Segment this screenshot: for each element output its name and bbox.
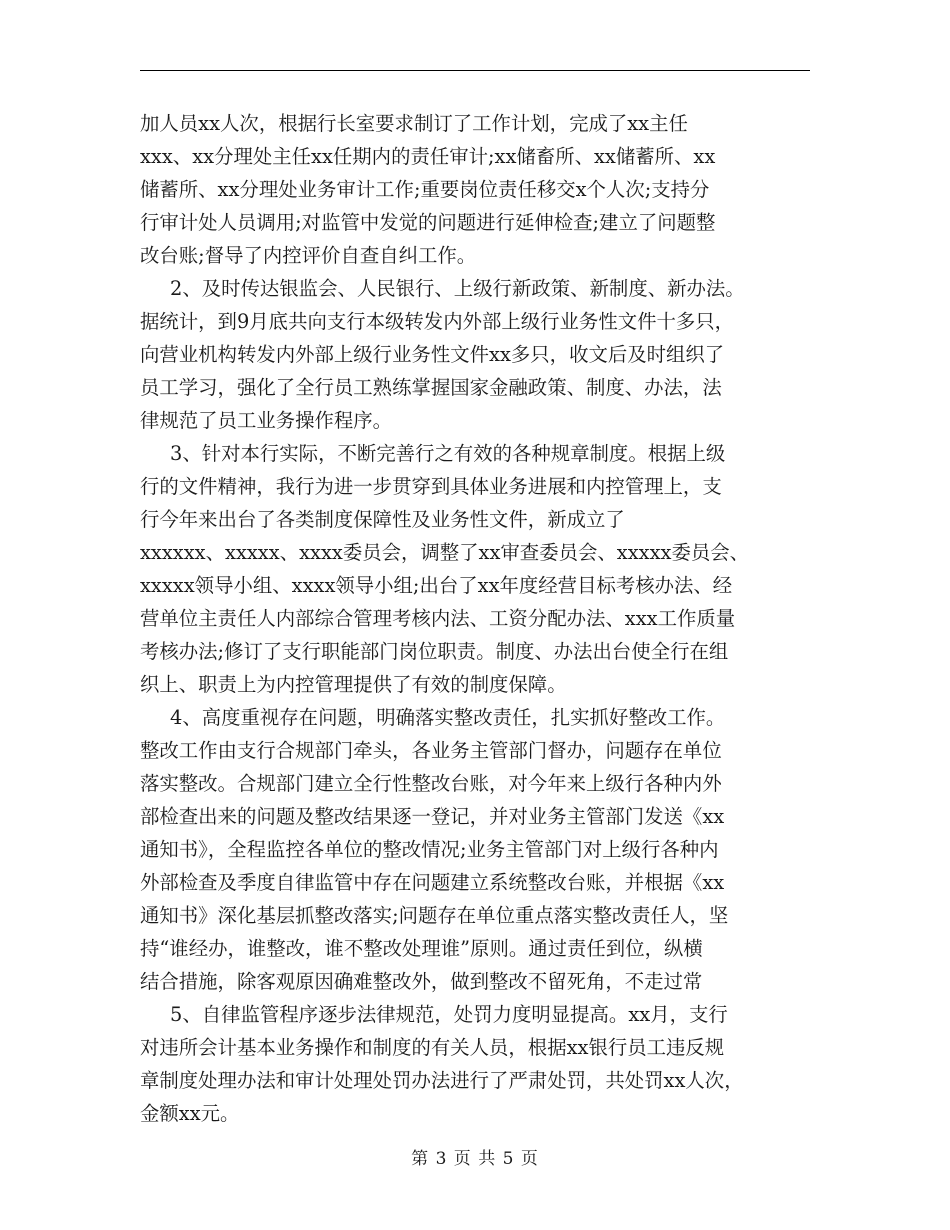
header-rule: [140, 70, 810, 71]
text-line: 营单位主责任人内部综合管理考核内法、工资分配办法、xxx工作质量: [140, 607, 736, 630]
text-line: 章制度处理办法和审计处理处罚办法进行了严肃处罚，共处罚xx人次，: [140, 1069, 744, 1092]
text-line: xxxxx领导小组、xxxx领导小组;出台了xx年度经营目标考核办法、经: [140, 574, 733, 597]
text-line: 持“谁经办，谁整改，谁不整改处理谁”原则。通过责任到位，纵横: [140, 937, 703, 960]
text-line: 行的文件精神，我行为进一步贯穿到具体业务进展和内控管理上，支: [140, 475, 722, 498]
page-number-footer: 第 3 页 共 5 页: [411, 1149, 539, 1169]
text-line: xxx、xx分理处主任xx任期内的责任审计;xx储畜所、xx储蓄所、xx: [140, 145, 716, 168]
text-line: 织上、职责上为内控管理提供了有效的制度保障。: [140, 673, 567, 696]
document-body: [140, 107, 830, 1130]
text-line: 据统计，到9月底共向支行本级转发内外部上级行业务性文件十多只，: [140, 310, 735, 333]
text-line: 整改工作由支行合规部门牵头，各业务主管部门督办，问题存在单位: [140, 739, 722, 762]
paragraph-start-line: 2、及时传达银监会、人民银行、上级行新政策、新制度、新办法。: [170, 277, 745, 300]
paragraph-start-line: 3、针对本行实际，不断完善行之有效的各种规章制度。根据上级: [170, 442, 726, 465]
text-line: 行审计处人员调用;对监管中发觉的问题进行延伸检查;建立了问题整: [140, 211, 716, 234]
paragraph-start-line: 4、高度重视存在问题，明确落实整改责任，扎实抓好整改工作。: [170, 706, 726, 729]
text-line: 行今年来出台了各类制度保障性及业务性文件，新成立了: [140, 508, 625, 531]
text-line: 储蓄所、xx分理处业务审计工作;重要岗位责任移交x个人次;支持分: [140, 178, 710, 201]
text-line: 加人员xx人次，根据行长室要求制订了工作计划，完成了xx主任: [140, 112, 688, 135]
text-line: xxxxxx、xxxxx、xxxx委员会，调整了xx审查委员会、xxxxx委员会、: [140, 541, 750, 564]
text-line: 通知书》，全程监控各单位的整改情况;业务主管部门对上级行各种内: [140, 838, 719, 861]
text-line: 向营业机构转发内外部上级行业务性文件xx多只，收文后及时组织了: [140, 343, 725, 366]
text-line: 结合措施，除客观原因确难整改外，做到整改不留死角，不走过常: [140, 970, 703, 993]
text-line: 改台账;督导了内控评价自查自纠工作。: [140, 244, 477, 267]
text-line: 考核办法;修订了支行职能部门岗位职责。制度、办法出台使全行在组: [140, 640, 729, 663]
text-line: 金额xx元。: [140, 1102, 240, 1125]
text-line: 外部检查及季度自律监管中存在问题建立系统整改台账，并根据《xx: [140, 871, 725, 894]
text-line: 落实整改。合规部门建立全行性整改台账，对今年来上级行各种内外: [140, 772, 722, 795]
text-line: 通知书》深化基层抓整改落实;问题存在单位重点落实整改责任人，坚: [140, 904, 729, 927]
text-line: 员工学习，强化了全行员工熟练掌握国家金融政策、制度、办法，法: [140, 376, 722, 399]
paragraph-start-line: 5、自律监管程序逐步法律规范，处罚力度明显提高。xx月，支行: [170, 1003, 728, 1026]
text-line: 对违所会计基本业务操作和制度的有关人员，根据xx银行员工违反规: [140, 1036, 725, 1059]
text-line: 部检查出来的问题及整改结果逐一登记，并对业务主管部门发送《xx: [140, 805, 725, 828]
text-line: 律规范了员工业务操作程序。: [140, 409, 393, 432]
